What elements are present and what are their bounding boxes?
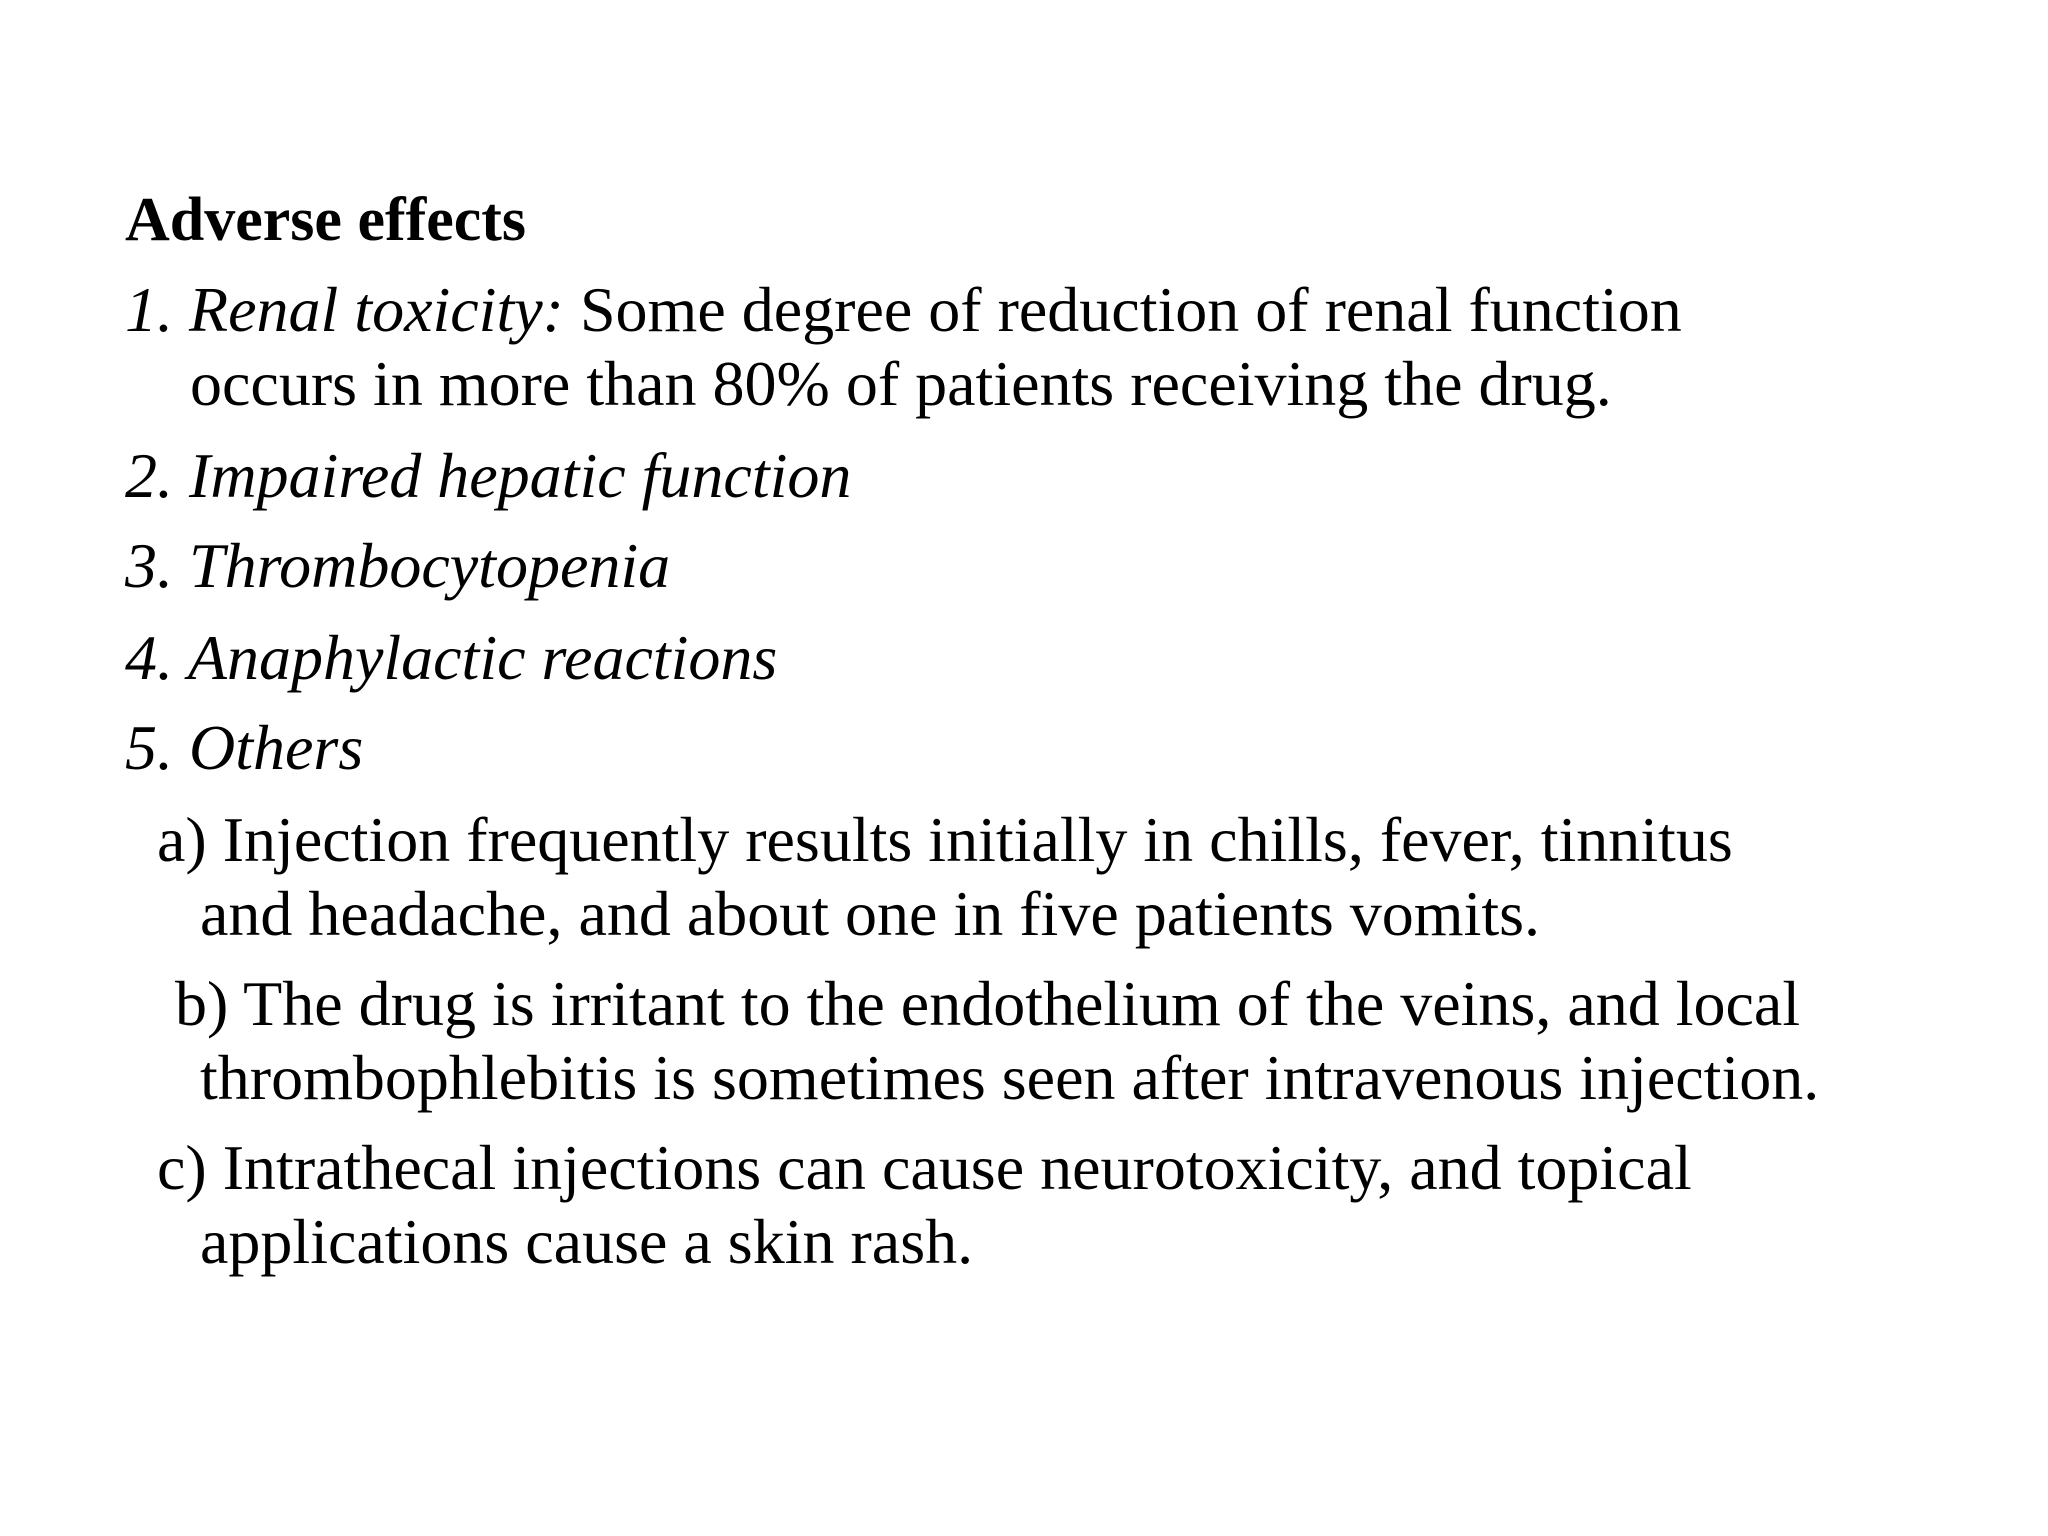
sub-item-c-line-1: c) Intrathecal injections can cause neurotoxicity, and topical: [157, 1132, 1692, 1203]
sub-item-a-line-2: and headache, and about one in five patients vomits.: [200, 878, 1541, 949]
list-item-3: 3. Thrombocytopenia: [125, 530, 671, 601]
slide-heading: Adverse effects: [125, 186, 527, 254]
sub-item-b-line-2: thrombophlebitis is sometimes seen after intravenous injection.: [200, 1042, 1820, 1113]
sub-item-b-line-1: b) The drug is irritant to the endothelium of the veins, and local: [175, 968, 1801, 1039]
list-item-1-line-1: [125, 272, 1682, 348]
sub-item-c-line-2: applications cause a skin rash.: [200, 1206, 974, 1277]
list-item-1-line-2: occurs in more than 80% of patients receiving the drug.: [190, 348, 1612, 419]
list-item-2: 2. Impaired hepatic function: [125, 440, 852, 511]
list-item-1-text: Some degree of reduction of renal function: [579, 274, 1682, 345]
list-item-4: 4. Anaphylactic reactions: [125, 622, 778, 693]
sub-item-a-line-1: a) Injection frequently results initially in chills, fever, tinnitus: [157, 804, 1733, 875]
list-item-1-label: 1. Renal toxicity:: [125, 274, 564, 345]
list-item-5: 5. Others: [125, 712, 364, 783]
